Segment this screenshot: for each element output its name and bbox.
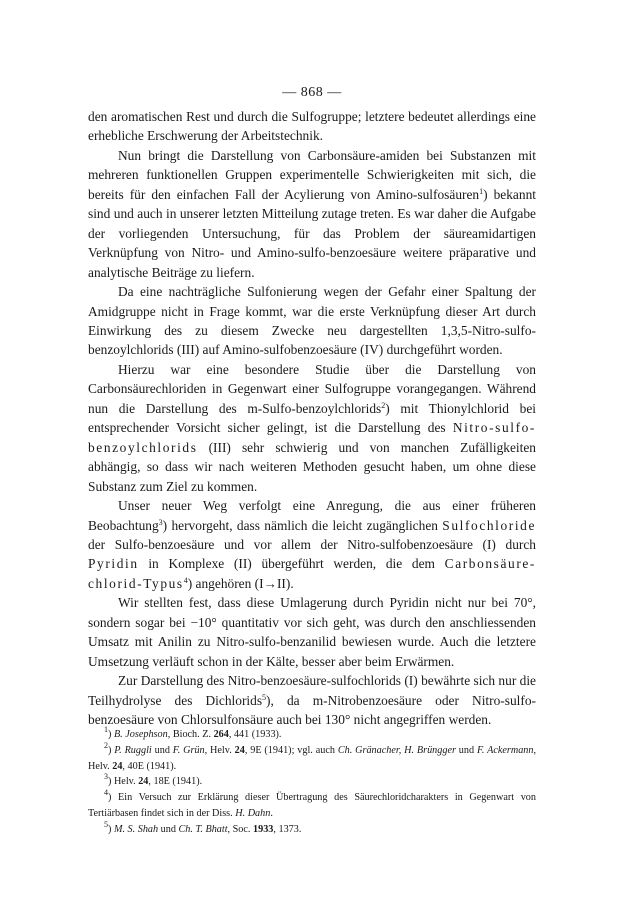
text: in Komplexe (II) übergeführt werden, die dem — [138, 556, 445, 572]
paragraph-2 — [88, 146, 536, 282]
spaced-term: Carbonsäure-chlorid-Typus — [88, 556, 536, 591]
spaced-term: Nitro-sulfo-benzoylchlorids — [88, 420, 536, 455]
text: , 441 (1933). — [228, 729, 282, 740]
text: ) bekannt sind und auch in unserer letzten Mitteilung zutage treten. Es war daher die Aufgabe der vorliegenden Untersuchung, für das Problem der säureamidartigen Verknüpfung von Nitro- und Amino-sulfo-benzoesäure weitere präparative und analytische Beiträge zu liefern. — [88, 186, 536, 280]
text: Zur Darstellung des Nitro-benzoesäure-sulfochlorids (I) bewährte sich nur die Teilhydrolyse des Dichlorids — [88, 673, 536, 708]
volume: 1933 — [253, 823, 274, 835]
spaced-term: Sulfochloride — [442, 517, 536, 533]
text: ) mit Thionylchlorid bei entsprechender Vorsicht sicher gelingt, ist die Darstellung des — [88, 400, 536, 436]
footnote-marker: 3 — [104, 772, 108, 782]
text: , Soc. — [227, 823, 254, 835]
footnote-marker: 5 — [104, 819, 108, 829]
text: ) — [108, 823, 114, 835]
footnote-ref-1: 1 — [479, 186, 484, 196]
text: der Sulfo-benzoesäure und vor allem der Nitro-sulfobenzoesäure (I) durch — [88, 536, 536, 552]
volume: 264 — [213, 729, 229, 740]
paragraph-3 — [88, 282, 536, 360]
text: Wir stellten fest, dass diese Umlagerung durch Pyridin nicht nur bei 70°, sondern sogar bei −10° quantitativ vor sich geht, was durch den anschliessenden Umsatz mit Anilin zu Nitro-sulfo-benzanilid bewiesen wurde. Auch die letztere Umsetzung verläuft schon in der Kälte, besser aber beim Erwärmen. — [88, 595, 536, 669]
paragraph-7 — [88, 671, 536, 729]
footnote-marker: 1 — [104, 725, 108, 734]
footnote-marker: 2 — [104, 740, 108, 750]
text: ), da m-Nitrobenzoesäure oder Nitro-sulfo-benzoesäure von Chlorsulfonsäure auch bei 130° nicht angegriffen werden. — [88, 692, 537, 728]
footnotes — [88, 727, 536, 838]
footnote-5 — [88, 819, 536, 838]
volume: 24 — [234, 744, 245, 756]
text: ) hervorgeht, dass nämlich die leicht zugänglichen — [162, 517, 443, 533]
footnote-ref-3: 3 — [158, 517, 163, 527]
text: und — [455, 744, 477, 756]
text: ) Helv. — [108, 776, 139, 788]
author: P. Ruggli — [114, 744, 152, 756]
paragraph-5 — [88, 496, 536, 593]
author: M. S. Shah — [113, 823, 159, 835]
text: , 9E (1941); vgl. auch — [244, 744, 338, 756]
text: ) Ein Versuch zur Erklärung dieser Übertragung des Säurechloridcharakters in Gegenwart von Tertiärbasen findet sich in der Diss. — [88, 792, 536, 819]
text: und — [151, 744, 173, 756]
author: F. Ackermann — [476, 744, 534, 756]
footnote-marker: 4 — [104, 788, 108, 798]
author: F. Grün — [172, 744, 205, 756]
text: (III) sehr schwierig und von manchen Zufälligkeiten abhängig, so dass wir nach weiteren Methoden gesucht haben, um ohne diese Substanz zum Ziel zu kommen. — [88, 439, 536, 494]
footnote-ref-2: 2 — [381, 400, 386, 410]
footnote-3 — [88, 774, 536, 790]
volume: 24 — [138, 776, 149, 788]
volume: 24 — [112, 760, 123, 772]
text: , Bioch. Z. — [167, 729, 214, 740]
spaced-term: Pyridin — [88, 556, 139, 572]
text: , Helv. — [88, 744, 537, 772]
text: ) — [108, 744, 115, 756]
author: H. Dahn — [235, 807, 271, 819]
text: ) angehören (I→II). — [187, 575, 294, 591]
author: Ch. T. Bhatt — [178, 823, 228, 835]
text: Unser neuer Weg verfolgt eine Anregung, die aus einer früheren Beobachtung — [88, 498, 536, 533]
author: B. Josephson — [113, 729, 168, 740]
text: , 1373. — [273, 823, 302, 835]
text: Da eine nachträgliche Sulfonierung wegen der Gefahr einer Spaltung der Amidgruppe nicht in Frage kommt, war die erste Verknüpfung dieser Art durch Einwirkung des zu diesem Zwecke neu dargestellten 1,3,5-Nitro-sulfo-benzoylchlorids (III) auf Amino-sulfobenzoesäure (IV) durchgeführt worden. — [88, 284, 536, 358]
paragraph-4 — [88, 360, 536, 496]
footnote-1 — [88, 727, 536, 743]
body-text — [88, 107, 536, 730]
footnote-2 — [88, 740, 537, 775]
text: ) — [108, 729, 114, 740]
footnote-ref-5: 5 — [262, 692, 267, 702]
footnote-4 — [88, 790, 536, 822]
page-number: — 868 — — [282, 85, 342, 100]
text: , Helv. — [204, 744, 235, 756]
text: und — [158, 823, 179, 835]
text: Nun bringt die Darstellung von Carbonsäure-amiden bei Substanzen mit mehreren funktionellen Gruppen experimentelle Schwierigkeiten mit sich, die bereits für den einfachen Fall der Acylierung von Amino-sulfosäuren — [88, 147, 536, 202]
text: den aromatischen Rest und durch die Sulfogruppe; letztere bedeutet allerdings eine erhebliche Erschwerung der Arbeitstechnik. — [88, 109, 536, 144]
paragraph-1 — [88, 107, 536, 146]
text: , 18E (1941). — [148, 776, 203, 788]
text: , 40E (1941). — [122, 760, 177, 772]
paragraph-6 — [88, 593, 536, 671]
footnote-ref-4: 4 — [183, 575, 188, 585]
author: Ch. Gränacher, H. Brüngger — [337, 744, 456, 756]
text: . — [270, 807, 273, 819]
text: Hierzu war eine besondere Studie über die Darstellung von Carbonsäurechloriden in Gegenwart einer Sulfogruppe vorangegangen. Während nun die Darstellung des m-Sulfo-benzoylchlorids — [88, 361, 536, 416]
